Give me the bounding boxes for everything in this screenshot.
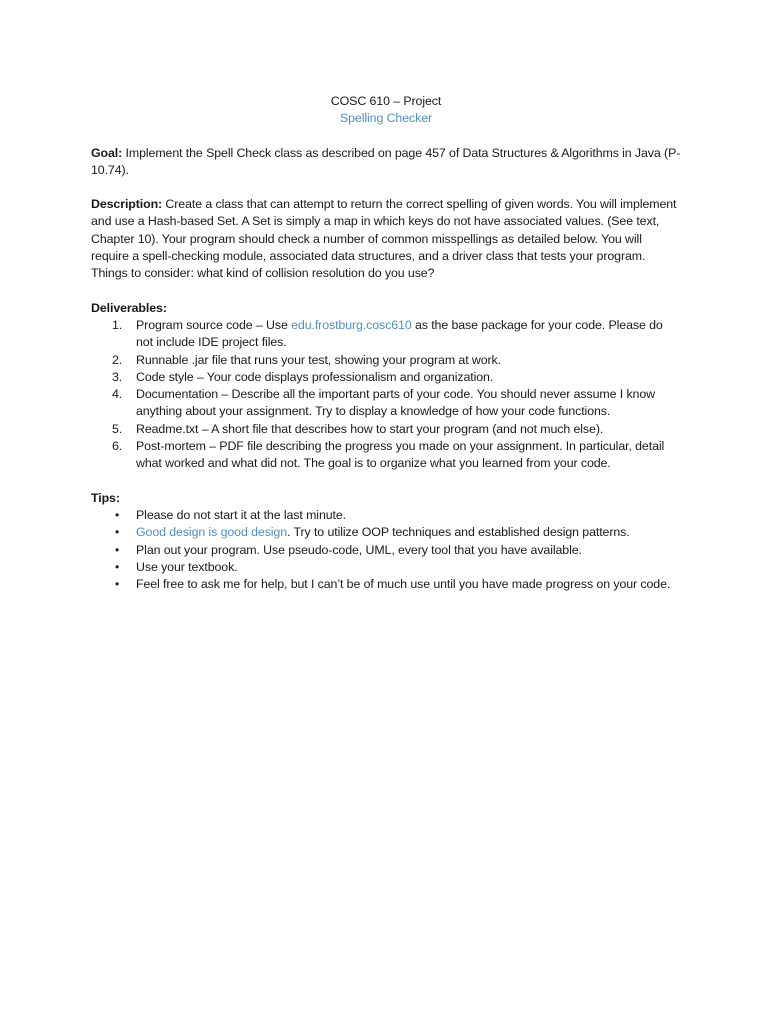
list-item-text: Feel free to ask me for help, but I can’t be of much use until you have made progress on your code. <box>136 577 671 592</box>
list-item <box>91 317 681 352</box>
list-item-text: Program source code – Use <box>136 317 292 332</box>
list-item-text: Please do not start it at the last minute. <box>136 507 346 522</box>
list-item-text: . Try to utilize OOP techniques and established design patterns. <box>287 525 630 540</box>
bullet-icon: • <box>115 559 120 574</box>
bullet-icon: • <box>115 577 120 592</box>
list-item <box>91 352 681 369</box>
list-number: 5. <box>112 421 123 436</box>
list-item <box>91 369 681 386</box>
list-item-text: Code style – Your code displays professionalism and organization. <box>136 369 494 384</box>
list-item <box>91 576 681 593</box>
tips-list <box>91 507 681 593</box>
good-design-highlight: Good design is good design <box>136 525 288 540</box>
course-title: COSC 610 – Project <box>330 94 442 108</box>
list-item-text: Runnable .jar file that runs your test, showing your program at work. <box>136 352 501 367</box>
list-item-text: Readme.txt – A short file that describes how to start your program (and not much else). <box>136 421 604 436</box>
list-item-text: Post-mortem – PDF file describing the progress you made on your assignment. In particular, detail what worked and what did not. The goal is to organize what you learned from your code. <box>136 439 665 471</box>
list-item-text: Documentation – Describe all the important parts of your code. You should never assume I know anything about your assignment. Try to display a knowledge of how your code functions. <box>136 387 655 419</box>
list-item <box>91 524 681 541</box>
list-item-text: Use your textbook. <box>136 559 238 574</box>
list-number: 4. <box>112 387 123 402</box>
goal-text: Implement the Spell Check class as described on page 457 of Data Structures & Algorithms in Java (P-10.74). <box>91 145 681 177</box>
bullet-icon: • <box>115 525 120 540</box>
list-item <box>91 507 681 524</box>
package-name-link[interactable]: edu.frostburg.cosc610 <box>291 317 412 332</box>
list-number: 1. <box>112 317 123 332</box>
list-number: 3. <box>112 369 123 384</box>
goal-label: Goal: <box>91 145 123 160</box>
deliverables-heading: Deliverables: <box>91 300 167 315</box>
bullet-icon: • <box>115 542 120 557</box>
document-body <box>91 93 681 593</box>
description-paragraph <box>91 196 681 282</box>
list-item <box>91 542 681 559</box>
tips-heading: Tips: <box>91 490 120 505</box>
goal-paragraph <box>91 145 681 180</box>
document-subtitle: Spelling Checker <box>339 111 433 126</box>
list-item <box>91 438 681 473</box>
list-number: 6. <box>112 439 123 454</box>
list-item-text: as the base package for your code. Please do not include IDE project files. <box>136 317 663 350</box>
list-number: 2. <box>112 352 123 367</box>
deliverables-list <box>91 317 681 473</box>
description-text: Create a class that can attempt to return the correct spelling of given words. You will implement and use a Hash-based Set. A Set is simply a map in which keys do not have associated values. (See text, Chapter 10). Your program should check a number of common misspellings as detailed below. You will require a spell-checking module, associated data structures, and a driver class that tests your program. Things to consider: what kind of collision resolution do you use? <box>91 197 677 281</box>
bullet-icon: • <box>115 507 120 522</box>
list-item <box>91 559 681 576</box>
list-item <box>91 421 681 438</box>
list-item <box>91 386 681 421</box>
list-item-text: Plan out your program. Use pseudo-code, UML, every tool that you have available. <box>136 542 582 557</box>
description-label: Description: <box>91 197 163 212</box>
